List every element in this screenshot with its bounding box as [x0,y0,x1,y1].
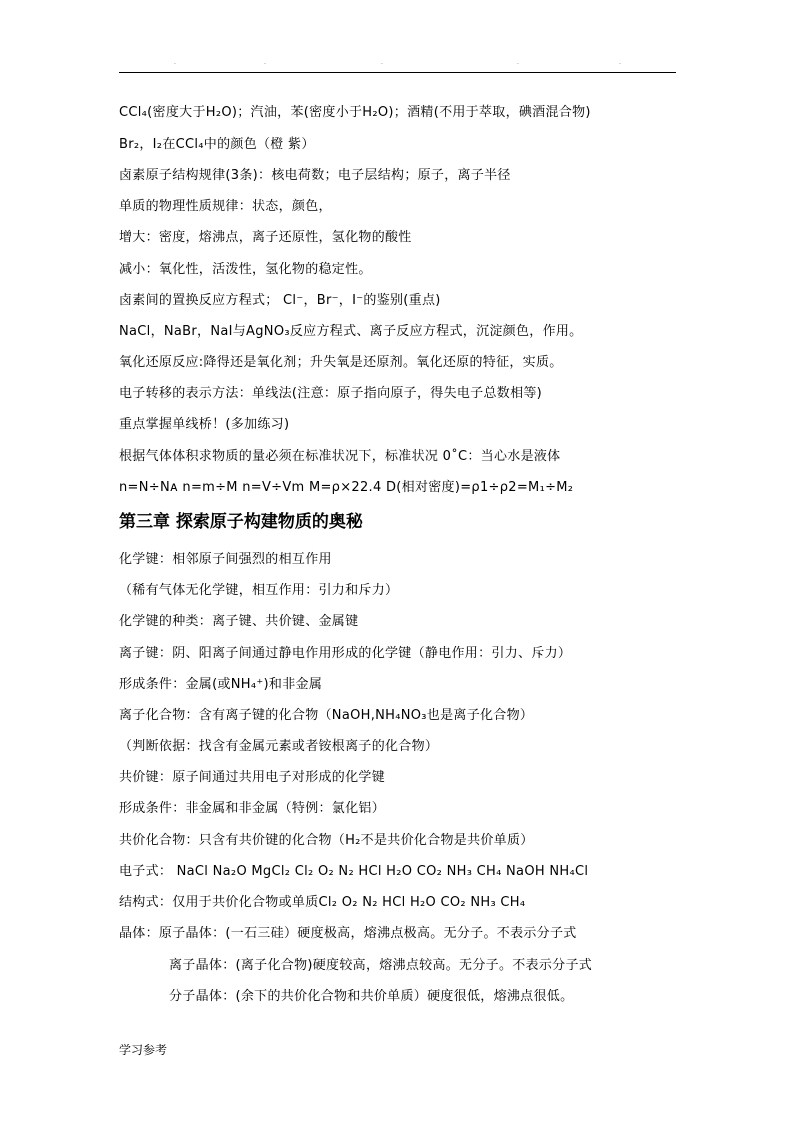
text-line: 形成条件：非金属和非金属（特例：氯化铝） [119,801,386,816]
text-line: 电子式： NaCl Na₂O MgCl₂ Cl₂ O₂ N₂ HCl H₂O CO₂ NH₃ CH₄ NaOH NH₄Cl [119,864,589,879]
header-dot: . [381,59,383,66]
text-line: 单质的物理性质规律：状态，颜色， [119,199,332,214]
text-line: 重点掌握单线桥！(多加练习) [119,417,290,432]
text-line: CCl₄(密度大于H₂O)；汽油，苯(密度小于H₂O)；酒精(不用于萃取，碘酒混合物) [119,105,591,120]
text-line: 减小：氧化性，活泼性，氢化物的稳定性。 [119,262,372,277]
text-line: 形成条件：金属(或NH₄⁺)和非金属 [119,677,323,692]
header-dot: . [264,59,266,66]
indented-line: 分子晶体：(余下的共价化合物和共价单质）硬度很低，熔沸点很低。 [169,989,574,1004]
chapter-title: 第三章 探索原子构建物质的奥秘 [119,512,363,532]
text-line: 结构式：仅用于共价化合物或单质Cl₂ O₂ N₂ HCl H₂O CO₂ NH₃ CH₄ [119,895,526,910]
text-line: 氧化还原反应:降得还是氧化剂；升失氧是还原剂。氧化还原的特征，实质。 [119,355,563,370]
text-line: 离子键：阴、阳离子间通过静电作用形成的化学键（静电作用：引力、斥力） [119,646,572,661]
header-dot: . [174,59,176,66]
text-line: NaCl，NaBr，NaI与AgNO₃反应方程式、离子反应方程式，沉淀颜色，作用。 [119,324,583,339]
text-line: （稀有气体无化学键，相互作用：引力和斥力） [119,583,399,598]
text-line: 晶体：原子晶体：(一石三硅）硬度极高，熔沸点极高。无分子。不表示分子式 [119,926,577,941]
header-rule [119,72,676,73]
text-line: 卤素间的置换反应方程式； Cl⁻，Br⁻，I⁻的鉴别(重点) [119,293,441,308]
text-line: 化学键的种类：离子键、共价键、金属键 [119,614,359,629]
text-line: 共价化合物：只含有共价键的化合物（H₂不是共价化合物是共价单质） [119,833,534,848]
header-dot: . [517,59,519,66]
text-line: 共价键：原子间通过共用电子对形成的化学键 [119,770,386,785]
text-line: 增大：密度，熔沸点，离子还原性，氢化物的酸性 [119,230,412,245]
header-dot: . [619,59,621,66]
text-line: 电子转移的表示方法：单线法(注意：原子指向原子，得失电子总数相等) [119,386,543,401]
text-line: 化学键：相邻原子间强烈的相互作用 [119,552,332,567]
text-line: （判断依据：找含有金属元素或者铵根离子的化合物） [119,739,439,754]
text-line: Br₂，I₂在CCl₄中的颜色（橙 紫） [119,137,315,152]
header-dots [119,60,676,68]
footer-text: 学习参考 [119,1043,168,1057]
indented-line: 离子晶体：(离子化合物)硬度较高，熔沸点较高。无分子。不表示分子式 [169,958,593,973]
text-line: 离子化合物：含有离子键的化合物（NaOH,NH₄NO₃也是离子化合物） [119,708,534,723]
formula-line: n=N÷Nᴀ n=m÷M n=V÷Vm M=ρ×22.4 D(相对密度)=ρ1÷ρ2=M₁÷M₂ [119,480,574,495]
text-line: 卤素原子结构规律(3条)：核电荷数；电子层结构；原子，离子半径 [119,168,511,183]
text-line: 根据气体体积求物质的量必须在标准状况下，标准状况 0˚C：当心水是液体 [119,449,561,464]
